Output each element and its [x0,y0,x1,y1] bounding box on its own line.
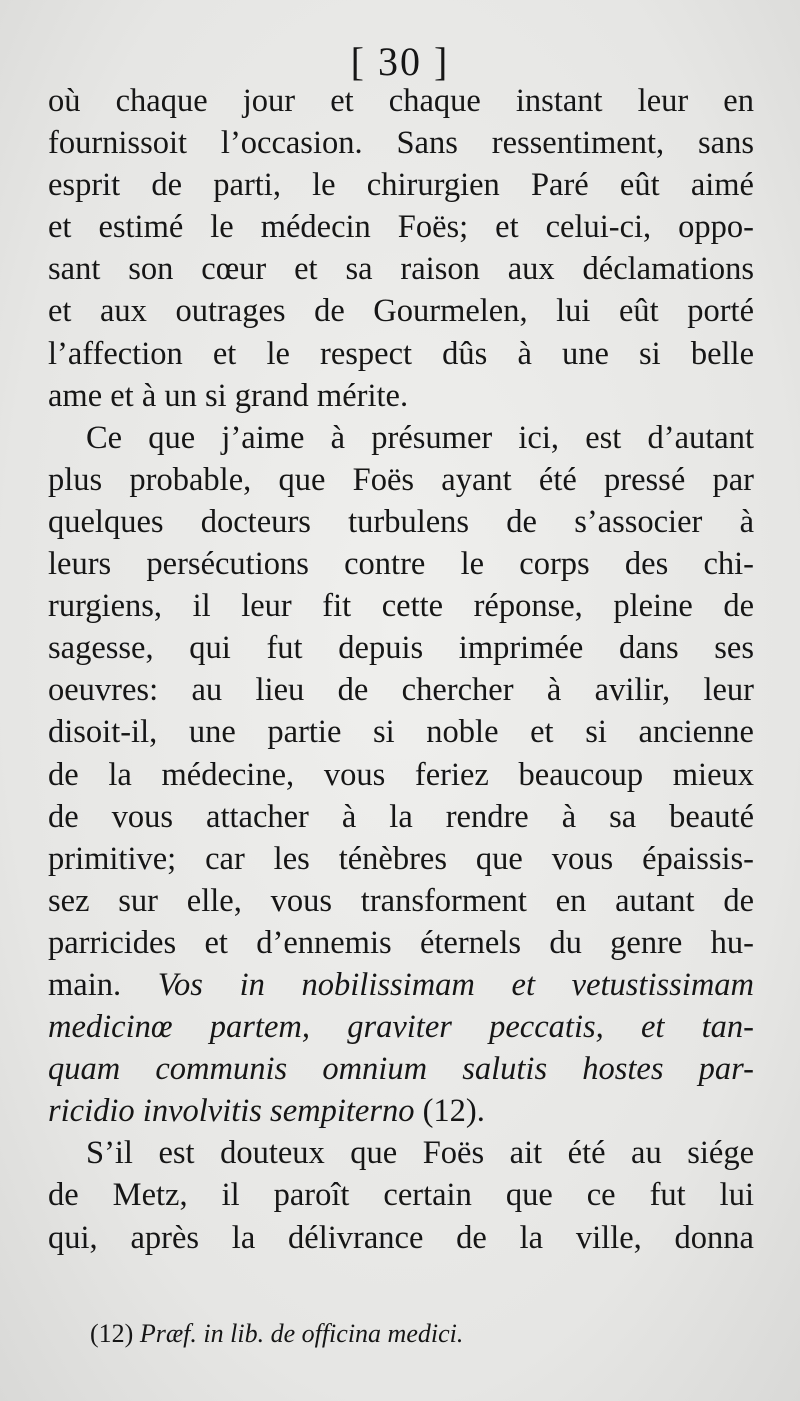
text-line: qui, après la délivrance de la ville, donna [48,1219,754,1256]
text-line: leurs persécutions contre le corps des chi- [48,546,754,583]
text-line: parricides et d’ennemis éternels du genre hu- [48,924,754,961]
text-roman: main. [48,966,158,1003]
text-line [48,1090,754,1132]
text-line: plus probable, que Foës ayant été pressé par [48,461,754,498]
footnote [90,1318,463,1350]
page-number-header: [ 30 ] [350,39,450,84]
text-line: sant son cœur et sa raison aux déclamations [48,251,754,288]
text-line: oeuvres: au lieu de chercher à avilir, leur [48,672,754,709]
text-line: disoit-il, une partie si noble et si ancienne [48,714,754,751]
text-line: sez sur elle, vous transforment en autant de [48,882,754,919]
text-line: ame et à un si grand mérite. [48,377,409,414]
latin-quote: ricidio involvitis sempiterno [48,1093,415,1130]
text-line: esprit de parti, le chirurgien Paré eût aimé [48,167,754,204]
text-line: et aux outrages de Gourmelen, lui eût porté [48,293,754,330]
text-line: sagesse, qui fut depuis imprimée dans ses [48,630,754,667]
text-line: S’il est douteux que Foës ait été au siége [86,1135,754,1172]
footnote-reference: (12). [414,1093,485,1130]
text-line [48,964,754,1006]
text-line: de Metz, il paroît certain que ce fut lui [48,1177,754,1214]
text-line: quelques docteurs turbulens de s’associer à [48,503,754,540]
footnote-text: Præf. in lib. de officina medici. [139,1319,464,1348]
latin-quote-line: quam communis omnium salutis hostes par- [48,1051,754,1088]
text-line: de la médecine, vous feriez beaucoup mieux [48,756,754,793]
text-line: l’affection et le respect dûs à une si belle [48,335,754,372]
footnote-marker: (12) [90,1319,134,1348]
text-line: rurgiens, il leur fit cette réponse, pleine de [48,588,754,625]
text-line: primitive; car les ténèbres que vous épaissis- [48,840,754,877]
text-line: et estimé le médecin Foës; et celui-ci, oppo- [48,209,754,246]
latin-quote-line: medicinœ partem, graviter peccatis, et tan- [48,1009,754,1046]
text-line: fournissoit l’occasion. Sans ressentiment, sans [48,125,754,162]
latin-quote: Vos in nobilissimam et vetustissimam [157,966,755,1003]
body-text [48,80,754,1259]
text-line: de vous attacher à la rendre à sa beauté [48,798,754,835]
text-line: Ce que j’aime à présumer ici, est d’autant [86,419,754,456]
text-line: où chaque jour et chaque instant leur en [48,83,754,119]
